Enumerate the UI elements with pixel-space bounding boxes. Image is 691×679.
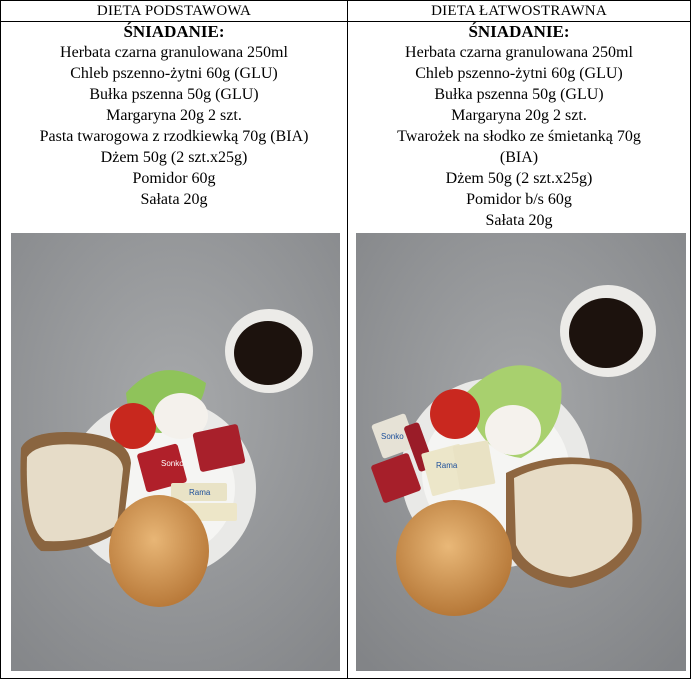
meal-photo [11, 233, 340, 671]
menu-item: Sałata 20g [140, 191, 208, 208]
meal-title: ŚNIADANIE: [468, 22, 570, 41]
menu-item: Dżem 50g (2 szt.x25g) [100, 149, 248, 166]
menu-item: Dżem 50g (2 szt.x25g) [445, 170, 593, 187]
margarine-label: Rama [189, 488, 211, 497]
jam-label: Sonko [381, 432, 404, 441]
meal-title: ŚNIADANIE: [123, 22, 225, 41]
menu-item: Bułka pszenna 50g (GLU) [434, 86, 604, 103]
column-header: DIETA ŁATWOSTRAWNA [431, 3, 607, 19]
menu-item: Margaryna 20g 2 szt. [451, 107, 587, 124]
cottage-cheese [485, 405, 541, 455]
meal-photo-illustration [356, 233, 686, 671]
menu-item: Margaryna 20g 2 szt. [106, 107, 242, 124]
diet-column-easily-digestible [348, 0, 690, 679]
menu-item: Bułka pszenna 50g (GLU) [89, 86, 259, 103]
menu-item: Chleb pszenno-żytni 60g (GLU) [70, 65, 278, 82]
tomato [430, 389, 480, 439]
diet-column-standard [1, 0, 347, 679]
margarine-label: Rama [436, 461, 458, 470]
menu-item: (BIA) [499, 149, 539, 166]
menu-item: Herbata czarna granulowana 250ml [60, 44, 288, 61]
bread-roll [109, 495, 209, 607]
menu-item: Pomidor b/s 60g [466, 191, 572, 208]
menu-text [348, 22, 690, 231]
column-header: DIETA PODSTAWOWA [96, 3, 252, 19]
menu-text [1, 22, 347, 210]
meal-photo [356, 233, 686, 671]
menu-item: Chleb pszenno-żytni 60g (GLU) [415, 65, 623, 82]
menu-item: Sałata 20g [485, 212, 553, 229]
menu-list [1, 42, 347, 210]
menu-item: Pomidor 60g [132, 170, 216, 187]
bread-roll [396, 500, 512, 616]
tea-cup [560, 285, 656, 377]
jam-label: Sonko [161, 459, 184, 468]
meal-photo-illustration [11, 233, 340, 671]
menu-item: Herbata czarna granulowana 250ml [405, 44, 633, 61]
menu-item: Twarożek na słodko ze śmietanką 70g [397, 128, 641, 145]
menu-item: Pasta twarogowa z rzodkiewką 70g (BIA) [39, 128, 309, 145]
menu-list [348, 42, 690, 231]
tea-cup [225, 309, 313, 393]
